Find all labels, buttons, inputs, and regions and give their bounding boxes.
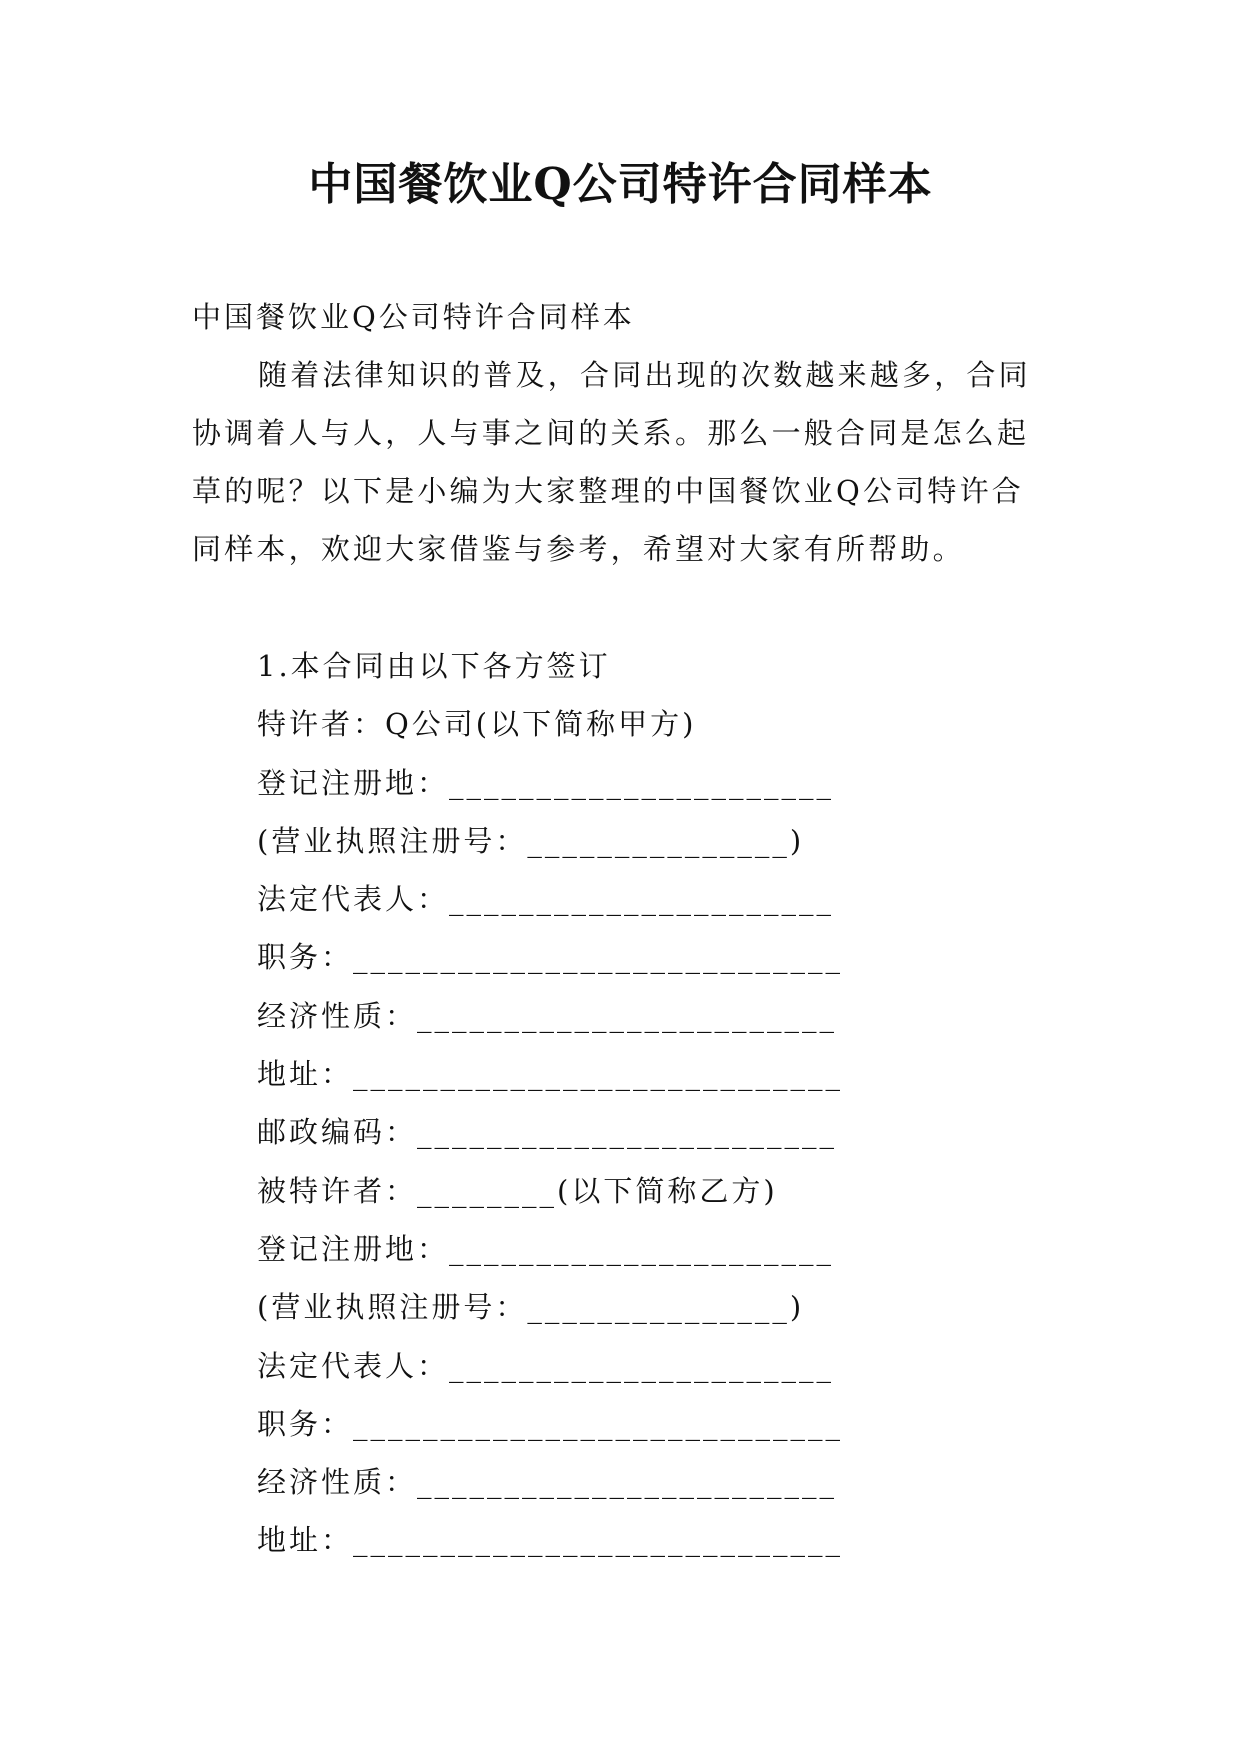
section-heading: 1.本合同由以下各方签订 [257,649,611,683]
contract-party-fields [257,637,843,1570]
intro-line: 草的呢？以下是小编为大家整理的中国餐饮业Q公司特许合 [192,474,1024,508]
intro-line: 随着法律知识的普及，合同出现的次数越来越多，合同 [258,358,1031,392]
franchisee-address: 地址：____________________________ [257,1523,844,1558]
franchisor-license-number: (营业执照注册号：_______________) [257,823,805,858]
franchisee-economic-nature: 经济性质：________________________ [257,1465,838,1500]
franchisor-economic-nature: 经济性质：________________________ [257,998,838,1033]
document-title: 中国餐饮业Q公司特许合同样本 [308,159,933,210]
franchisee-line: 被特许者：________(以下简称乙方) [257,1173,778,1208]
franchisor-address: 地址：____________________________ [257,1057,844,1092]
franchisee-legal-representative: 法定代表人：______________________ [257,1348,835,1383]
intro-line: 同样本，欢迎大家借鉴与参考，希望对大家有所帮助。 [192,532,965,566]
franchisee-registration-place: 登记注册地：______________________ [257,1231,835,1266]
intro-line: 协调着人与人，人与事之间的关系。那么一般合同是怎么起 [192,416,1030,450]
intro-paragraph [192,346,1052,578]
franchisee-position: 职务：____________________________ [257,1406,844,1441]
franchisor-legal-representative: 法定代表人：______________________ [257,882,835,917]
franchisor-position: 职务：____________________________ [257,940,844,975]
document-subtitle: 中国餐饮业Q公司特许合同样本 [192,300,635,334]
franchisor-line: 特许者：Q公司(以下简称甲方) [257,707,697,742]
franchisor-registration-place: 登记注册地：______________________ [257,765,835,800]
franchisee-license-number: (营业执照注册号：_______________) [257,1290,805,1325]
franchisor-postal-code: 邮政编码：________________________ [257,1115,838,1150]
